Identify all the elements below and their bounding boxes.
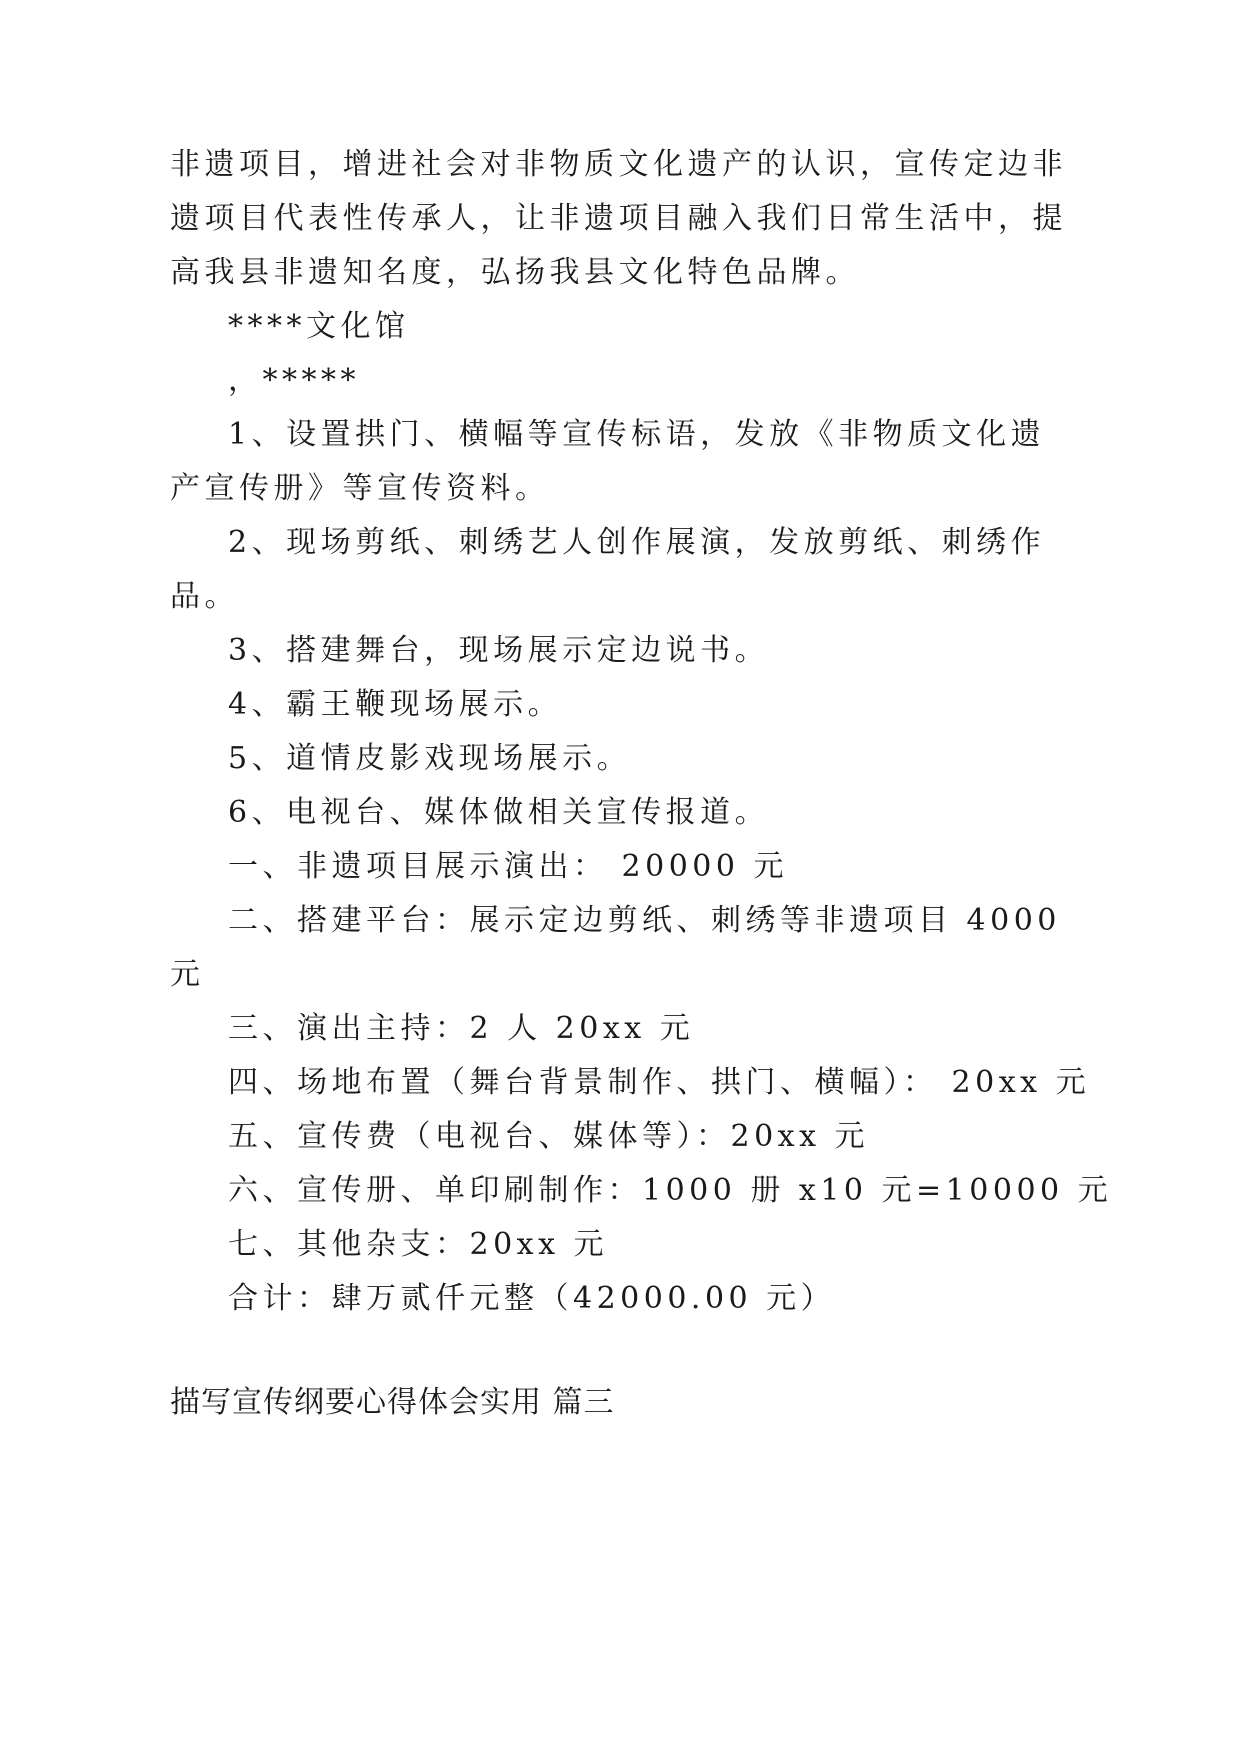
organizer-line: ****文化馆: [228, 309, 410, 344]
intro-line-2: 遗项目代表性传承人，让非遗项目融入我们日常生活中，提: [170, 201, 1067, 236]
section-heading: 描写宣传纲要心得体会实用 篇三: [170, 1385, 615, 1420]
activity-line-1: 1、设置拱门、横幅等宣传标语，发放《非物质文化遗: [228, 417, 1046, 452]
activity-line-2: 2、现场剪纸、刺绣艺人创作展演，发放剪纸、刺绣作: [228, 525, 1046, 560]
budget-total-line: 合计：肆万贰仟元整（42000.00 元）: [228, 1281, 836, 1316]
budget-line-2: 二、搭建平台：展示定边剪纸、刺绣等非遗项目 4000: [228, 903, 1061, 938]
activity-line-3: 3、搭建舞台，现场展示定边说书。: [228, 633, 770, 668]
intro-line-1: 非遗项目，增进社会对非物质文化遗产的认识，宣传定边非: [170, 147, 1067, 182]
budget-line-2-cont: 元: [170, 957, 205, 992]
date-line: ，*****: [228, 363, 360, 398]
budget-line-3: 三、演出主持：2 人 20xx 元: [228, 1011, 695, 1046]
budget-line-4: 四、场地布置（舞台背景制作、拱门、横幅）： 20xx 元: [228, 1065, 1091, 1100]
budget-line-7: 七、其他杂支：20xx 元: [228, 1227, 609, 1262]
activity-line-2-cont: 品。: [170, 579, 239, 614]
activity-line-6: 6、电视台、媒体做相关宣传报道。: [228, 795, 770, 830]
activity-line-4: 4、霸王鞭现场展示。: [228, 687, 563, 722]
activity-line-1-cont: 产宣传册》等宣传资料。: [170, 471, 550, 506]
budget-line-5: 五、宣传费（电视台、媒体等）：20xx 元: [228, 1119, 870, 1154]
intro-line-3: 高我县非遗知名度，弘扬我县文化特色品牌。: [170, 255, 860, 290]
budget-line-1: 一、非遗项目展示演出： 20000 元: [228, 849, 789, 884]
budget-line-6: 六、宣传册、单印刷制作：1000 册 x10 元=10000 元: [228, 1173, 1113, 1208]
activity-line-5: 5、道情皮影戏现场展示。: [228, 741, 632, 776]
